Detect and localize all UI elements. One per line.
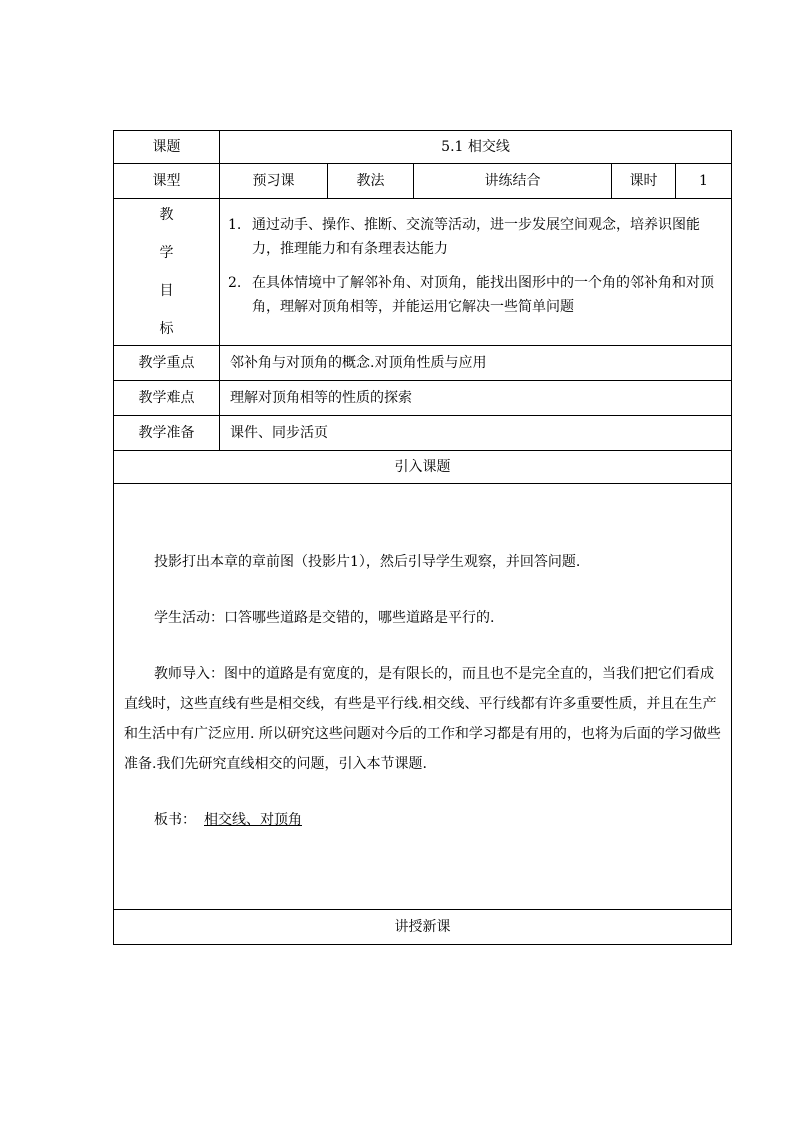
lesson-plan-table bbox=[113, 130, 732, 945]
intro-heading: 引入课题 bbox=[114, 451, 732, 484]
type-label: 课型 bbox=[114, 164, 220, 199]
board-writing bbox=[124, 805, 721, 835]
goal-number: 1. bbox=[228, 217, 242, 233]
intro-body bbox=[114, 533, 731, 835]
board-label: 板书： bbox=[154, 811, 196, 828]
lesson-plan bbox=[113, 130, 731, 945]
intro-content-row bbox=[114, 484, 732, 910]
goals-label-char: 学 bbox=[159, 245, 174, 261]
lesson-title: 5.1 相交线 bbox=[220, 131, 732, 164]
preparation-label: 教学准备 bbox=[114, 416, 220, 451]
hours-label: 课时 bbox=[612, 164, 676, 199]
board-value: 相交线、对顶角 bbox=[204, 811, 302, 828]
key-point-row bbox=[114, 346, 732, 381]
intro-paragraph: 学生活动：口答哪些道路是交错的，哪些道路是平行的. bbox=[154, 609, 495, 626]
hours-value: 1 bbox=[676, 164, 732, 199]
difficulty-row bbox=[114, 381, 732, 416]
type-value: 预习课 bbox=[220, 164, 328, 199]
intro-paragraph: 投影打出本章的章前图（投影片1），然后引导学生观察，并回答问题. bbox=[154, 553, 581, 570]
difficulty-value: 理解对顶角相等的性质的探索 bbox=[220, 381, 732, 416]
goals-list bbox=[220, 199, 731, 319]
new-lesson-heading-row bbox=[114, 910, 732, 945]
intro-content bbox=[114, 484, 732, 910]
goals-label-cell bbox=[114, 199, 220, 346]
title-row bbox=[114, 131, 732, 164]
intro-heading-row bbox=[114, 451, 732, 484]
preparation-value: 课件、同步活页 bbox=[220, 416, 732, 451]
goals-label-char: 目 bbox=[159, 283, 174, 299]
goals-content bbox=[220, 199, 732, 346]
method-label: 教法 bbox=[328, 164, 414, 199]
goal-number: 2. bbox=[228, 275, 242, 291]
preparation-row bbox=[114, 416, 732, 451]
title-label: 课题 bbox=[114, 131, 220, 164]
goals-row bbox=[114, 199, 732, 346]
goal-text: 通过动手、操作、推断、交流等活动，进一步发展空间观念，培养识图能力，推理能力和有条理表达能力 bbox=[252, 217, 700, 257]
difficulty-label: 教学难点 bbox=[114, 381, 220, 416]
method-value: 讲练结合 bbox=[414, 164, 612, 199]
key-point-value: 邻补角与对顶角的概念.对顶角性质与应用 bbox=[220, 346, 732, 381]
goals-label-char: 标 bbox=[159, 321, 174, 337]
type-row bbox=[114, 164, 732, 199]
new-lesson-heading: 讲授新课 bbox=[114, 910, 732, 945]
intro-paragraph: 教师导入：图中的道路是有宽度的，是有限长的，而且也不是完全直的，当我们把它们看成直线时，这些直线有些是相交线，有些是平行线.相交线、平行线都有许多重要性质，并且在生产和生活中有广泛应用. 所以研究这些问题对今后的工作和学习都是有用的，也将为后面的学习做些准备.我们先研究直线相交的问题，引入本节课题. bbox=[124, 665, 721, 772]
goals-label-char: 教 bbox=[159, 207, 174, 223]
goals-label bbox=[114, 199, 219, 345]
goal-item bbox=[228, 213, 723, 261]
goal-text: 在具体情境中了解邻补角、对顶角，能找出图形中的一个角的邻补角和对顶角，理解对顶角相等，并能运用它解决一些简单问题 bbox=[252, 275, 714, 315]
goal-item bbox=[228, 271, 723, 319]
key-point-label: 教学重点 bbox=[114, 346, 220, 381]
